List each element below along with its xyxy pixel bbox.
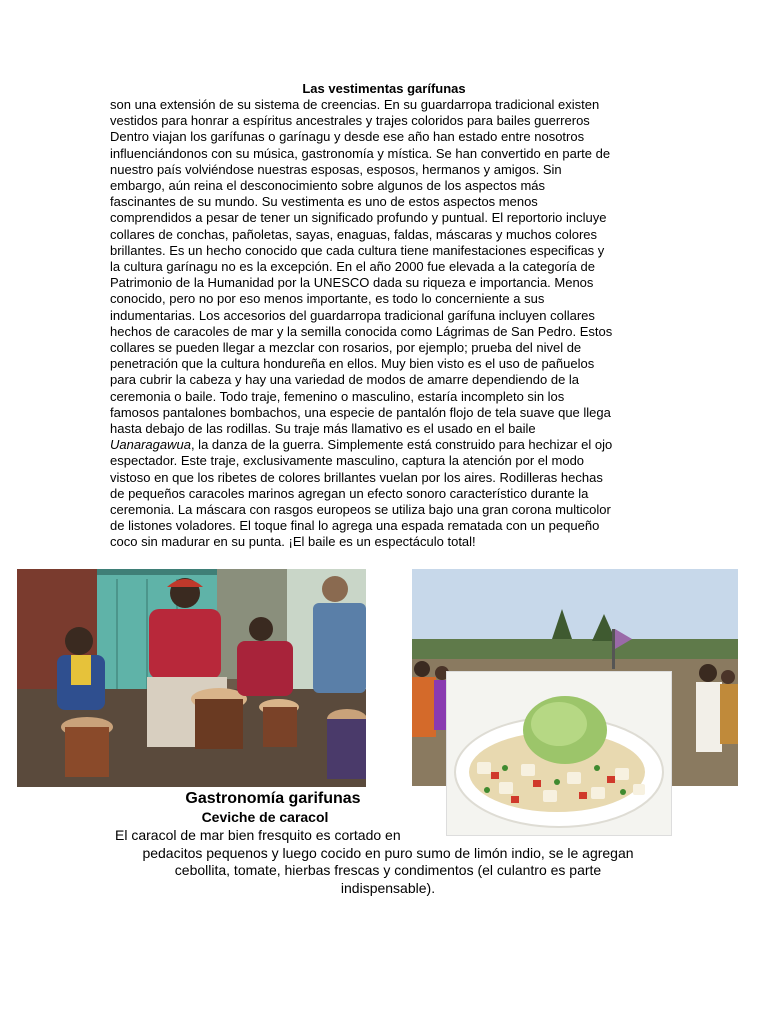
body-line: nuestro país volviéndose nuestras esposas, esposos, hermanos y amigos. Sin (110, 161, 562, 177)
body-line: embargo, aún reina el desconocimiento sobre algunos de los aspectos más (110, 178, 546, 194)
recipe-text (108, 827, 668, 897)
body-line: vestidos para honrar a espíritus ancestrales y trajes coloridos para bailes guerreros (110, 113, 590, 129)
article-title: Las vestimentas garífunas (302, 81, 466, 96)
body-line: de listones voladores. El toque final lo agrega una espada rematada con un pequeño (110, 518, 600, 534)
body-line: Patrimonio de la Humanidad por la UNESCO dada su riqueza e importancia. Menos (110, 275, 594, 291)
body-line-rest: , la danza de la guerra. Simplemente está construido para hechizar el ojo (190, 437, 613, 453)
body-line: collares de conchas, pañoletas, sayas, enaguas, faldas, máscaras y muchos colores (110, 226, 598, 242)
body-line: comprendidos a pesar de tener un significado profundo y puntual. El reportorio incluye (110, 210, 607, 226)
body-line: para cubrir la cabeza y hay una variedad de modos de amarre dependiendo de la (110, 372, 580, 388)
recipe-line: El caracol de mar bien fresquito es cortado en (115, 827, 401, 843)
recipe-title: Ceviche de caracol (201, 809, 329, 825)
body-line-italic (110, 437, 670, 453)
gastronomy-heading: Gastronomía garifunas (185, 790, 361, 807)
body-line: hechos de caracoles de mar y la semilla conocida como Lágrimas de San Pedro. Estos (110, 323, 613, 339)
recipe-line: pedacitos pequenos y luego cocido en puro sumo de limón indio, se le agregan (142, 844, 634, 861)
dance-name: Uanaragawua (110, 437, 191, 453)
body-line: famosos pantalones bombachos, una especie de pantalón flojo de tela suave que llega (110, 404, 611, 420)
body-line: conocido, pero no por eso menos importante, es todo lo concerniente a sus (110, 291, 545, 307)
article-body (110, 97, 670, 551)
body-line: penetración que la cultura hondureña en ellos. Muy bien visto es el uso de pañuelos (110, 356, 595, 372)
body-line: influenciándonos con su música, gastronomía y mística. Se han convertido en parte de (110, 145, 611, 161)
body-line: coco sin madurar en su punta. ¡El baile es un espectáculo total! (110, 534, 476, 550)
body-line: ceremonia o baile. Todo traje, femenino o masculino, estaría incompleto sin los (110, 388, 565, 404)
body-line: ceremonia. La máscara con rasgos europeos se utiliza bajo una gran corona multicolor (110, 502, 611, 518)
body-line: de pequeños caracoles marinos agregan un efecto sonoro característico durante la (110, 485, 589, 501)
drummers-photo (17, 569, 366, 787)
body-line: vistoso en que los ribetes de colores brillantes vuelan por los aires. Rodilleras hechas (110, 469, 603, 485)
body-line: espectador. Este traje, exclusivamente masculino, captura la atención por el modo (110, 453, 585, 469)
recipe-line: indispensable). (340, 879, 436, 896)
body-line: son una extensión de su sistema de creencias. En su guardarropa tradicional existen (110, 97, 600, 112)
body-line: hasta debajo de las rodillas. Su traje más llamativo es el usado en el baile (110, 421, 536, 437)
body-line: collares se pueden llegar a mezclar con rosarios, por ejemplo; prueba del nivel de (110, 340, 582, 356)
body-line: fascinantes de su mundo. Su vestimenta es uno de estos aspectos menos (110, 194, 538, 210)
body-line: la cultura garínagu no es la excepción. En el año 2000 fue elevada a la categoría de (110, 259, 595, 275)
recipe-line: cebollita, tomate, hierbas frescas y condimentos (el culantro es parte (174, 862, 602, 878)
body-line: indumentarias. Los accesorios del guardarropa tradicional garífuna incluyen collares (110, 307, 595, 323)
body-line: brillantes. Es un hecho conocido que cada cultura tiene manifestaciones especificas y (110, 242, 605, 258)
body-line: Dentro viajan los garífunas o garínagu y desde ese año han estado entre nosotros (110, 129, 585, 145)
